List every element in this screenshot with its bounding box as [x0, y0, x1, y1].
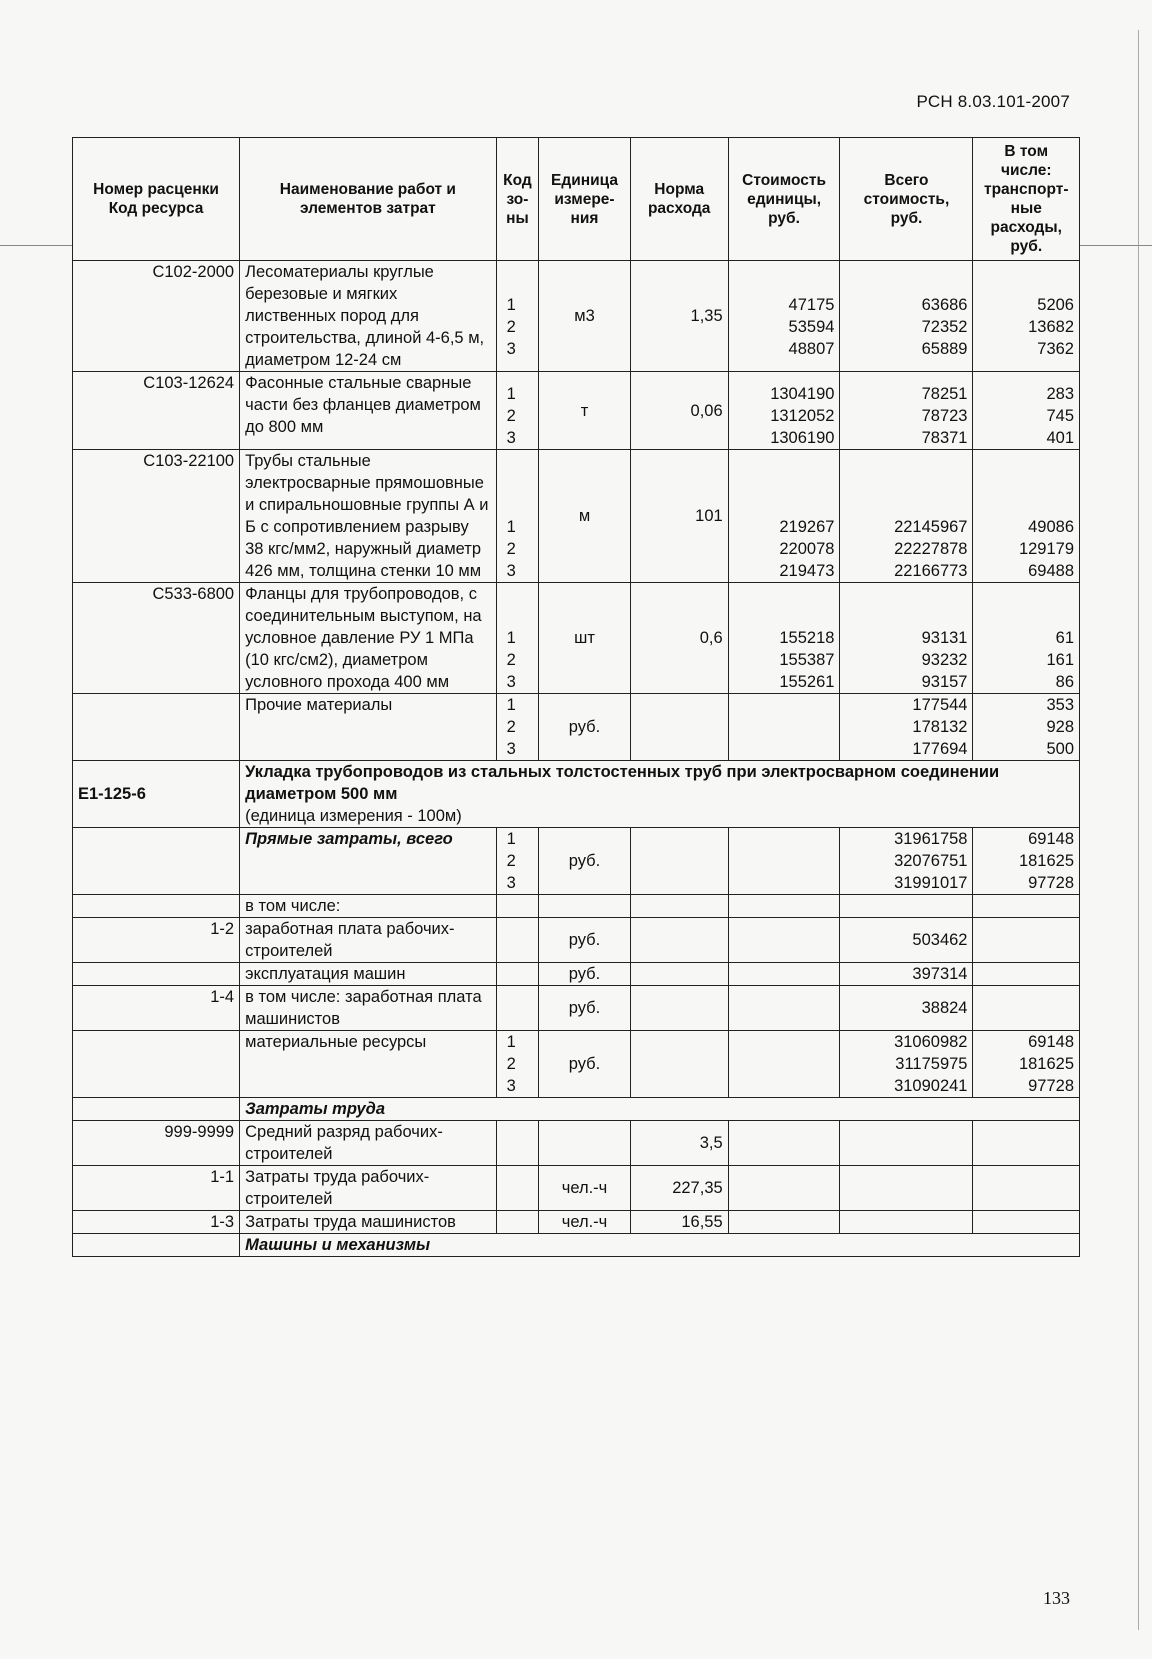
wages-code: 1-2	[73, 918, 240, 963]
total-values: 31961758 32076751 31991017	[840, 828, 973, 895]
resource-unit: м	[539, 450, 631, 583]
material-resources-row	[73, 1031, 1080, 1098]
rate-title-row	[73, 761, 1080, 828]
labor-section-title: Затраты труда	[240, 1098, 1080, 1121]
including-row	[73, 895, 1080, 918]
empty-cell	[73, 1234, 240, 1257]
zone-codes: 1 2 3	[496, 1031, 539, 1098]
resource-norm: 1,35	[630, 261, 728, 372]
resource-name: Лесоматериалы круглые березовые и мягких лиственных пород для строительства, длиной 4-6,5 м, диаметром 12-24 см	[240, 261, 497, 372]
resource-row	[73, 372, 1080, 450]
scan-fold-line-left	[0, 245, 72, 246]
labor-code: 999-9999	[73, 1121, 240, 1166]
machinist-wages-total: 38824	[840, 986, 973, 1031]
resource-code: С103-22100	[73, 450, 240, 583]
resource-row	[73, 261, 1080, 372]
empty-cell	[728, 828, 840, 895]
header-unit-cost: Стоимость единицы, руб.	[728, 138, 840, 261]
direct-costs-unit: руб.	[539, 828, 631, 895]
unit-cost-values: 219267 220078 219473	[728, 450, 840, 583]
empty-cell	[728, 694, 840, 761]
empty-cell	[73, 895, 240, 918]
unit-cost-values: 155218 155387 155261	[728, 583, 840, 694]
page-number: 133	[1043, 1588, 1070, 1608]
empty-cell	[630, 694, 728, 761]
other-materials-row	[73, 694, 1080, 761]
direct-costs-name: Прямые затраты, всего	[240, 828, 497, 895]
transport-values: 69148 181625 97728	[973, 828, 1080, 895]
total-values: 63686 72352 65889	[840, 261, 973, 372]
machines-section-title: Машины и механизмы	[240, 1234, 1080, 1257]
including-label: в том числе:	[240, 895, 497, 918]
labor-section-row	[73, 1098, 1080, 1121]
empty-cell	[73, 963, 240, 986]
transport-values: 283 745 401	[973, 372, 1080, 450]
zone-codes: 1 2 3	[496, 261, 539, 372]
resource-norm: 0,06	[630, 372, 728, 450]
empty-cell	[73, 694, 240, 761]
labor-name: Средний разряд рабочих-строителей	[240, 1121, 497, 1166]
resource-code: С102-2000	[73, 261, 240, 372]
material-resources-name: материальные ресурсы	[240, 1031, 497, 1098]
machines-section-row	[73, 1234, 1080, 1257]
labor-unit: чел.-ч	[539, 1166, 631, 1211]
total-values: 93131 93232 93157	[840, 583, 973, 694]
labor-norm: 3,5	[630, 1121, 728, 1166]
resource-name: Трубы стальные электросварные прямошовные и спиральношовные группы А и Б с сопротивлением разрыву 38 кгс/мм2, наружный диаметр 426 мм, толщина стенки 10 мм	[240, 450, 497, 583]
machines-operation-unit: руб.	[539, 963, 631, 986]
zone-codes: 1 2 3	[496, 372, 539, 450]
total-values: 177544 178132 177694	[840, 694, 973, 761]
header-transport: В том числе: транспорт- ные расходы, руб.	[973, 138, 1080, 261]
labor-name: Затраты труда машинистов	[240, 1211, 497, 1234]
rate-table	[72, 137, 1080, 1257]
unit-cost-values: 1304190 1312052 1306190	[728, 372, 840, 450]
zone-codes: 1 2 3	[496, 828, 539, 895]
total-values: 22145967 22227878 22166773	[840, 450, 973, 583]
header-name: Наименование работ и элементов затрат	[240, 138, 497, 261]
scan-fold-line-right	[1080, 245, 1152, 246]
header-norm: Норма расхода	[630, 138, 728, 261]
machines-operation-row	[73, 963, 1080, 986]
document-code: РСН 8.03.101-2007	[916, 92, 1070, 111]
resource-unit: шт	[539, 583, 631, 694]
labor-row	[73, 1166, 1080, 1211]
wages-name: заработная плата рабочих-строителей	[240, 918, 497, 963]
unit-cost-values: 47175 53594 48807	[728, 261, 840, 372]
table-header-row	[73, 138, 1080, 261]
labor-code: 1-3	[73, 1211, 240, 1234]
machines-operation-name: эксплуатация машин	[240, 963, 497, 986]
wages-row	[73, 918, 1080, 963]
resource-name: Фланцы для трубопроводов, с соединительным выступом, на условное давление РУ 1 МПа (10 кгс/см2), диаметром условного прохода 400 мм	[240, 583, 497, 694]
header-zone: Код зо- ны	[496, 138, 539, 261]
resource-row	[73, 450, 1080, 583]
rate-table-container	[72, 137, 1080, 1257]
empty-cell	[73, 1098, 240, 1121]
header-total: Всего стоимость, руб.	[840, 138, 973, 261]
wages-unit: руб.	[539, 918, 631, 963]
empty-cell	[73, 828, 240, 895]
resource-code: С103-12624	[73, 372, 240, 450]
total-values: 78251 78723 78371	[840, 372, 973, 450]
labor-unit: чел.-ч	[539, 1211, 631, 1234]
labor-row	[73, 1211, 1080, 1234]
rate-title: Укладка трубопроводов из стальных толстостенных труб при электросварном соединении диаметром 500 мм	[245, 763, 1000, 803]
rate-title-cell	[240, 761, 1080, 828]
empty-cell	[630, 828, 728, 895]
transport-values: 353 928 500	[973, 694, 1080, 761]
resource-unit: м3	[539, 261, 631, 372]
resource-norm: 101	[630, 450, 728, 583]
material-resources-unit: руб.	[539, 1031, 631, 1098]
labor-name: Затраты труда рабочих-строителей	[240, 1166, 497, 1211]
labor-unit	[539, 1121, 631, 1166]
machines-operation-total: 397314	[840, 963, 973, 986]
other-materials-name: Прочие материалы	[240, 694, 497, 761]
labor-norm: 16,55	[630, 1211, 728, 1234]
header-code: Номер расценки Код ресурса	[73, 138, 240, 261]
scan-edge-line	[1138, 30, 1139, 1630]
wages-total: 503462	[840, 918, 973, 963]
other-materials-unit: руб.	[539, 694, 631, 761]
transport-values: 61 161 86	[973, 583, 1080, 694]
machinist-wages-name: в том числе: заработная плата машинистов	[240, 986, 497, 1031]
zone-codes: 1 2 3	[496, 583, 539, 694]
rate-code: Е1-125-6	[73, 761, 240, 828]
zone-codes: 1 2 3	[496, 694, 539, 761]
total-values: 31060982 31175975 31090241	[840, 1031, 973, 1098]
machinist-wages-unit: руб.	[539, 986, 631, 1031]
machinist-wages-code: 1-4	[73, 986, 240, 1031]
resource-unit: т	[539, 372, 631, 450]
zone-codes: 1 2 3	[496, 450, 539, 583]
transport-values: 49086 129179 69488	[973, 450, 1080, 583]
header-unit: Единица измере- ния	[539, 138, 631, 261]
resource-row	[73, 583, 1080, 694]
labor-norm: 227,35	[630, 1166, 728, 1211]
labor-code: 1-1	[73, 1166, 240, 1211]
transport-values: 5206 13682 7362	[973, 261, 1080, 372]
machinist-wages-row	[73, 986, 1080, 1031]
resource-name: Фасонные стальные сварные части без фланцев диаметром до 800 мм	[240, 372, 497, 450]
transport-values: 69148 181625 97728	[973, 1031, 1080, 1098]
labor-row	[73, 1121, 1080, 1166]
empty-cell	[73, 1031, 240, 1098]
direct-costs-row	[73, 828, 1080, 895]
rate-unit-note: (единица измерения - 100м)	[245, 807, 462, 825]
resource-code: С533-6800	[73, 583, 240, 694]
resource-norm: 0,6	[630, 583, 728, 694]
